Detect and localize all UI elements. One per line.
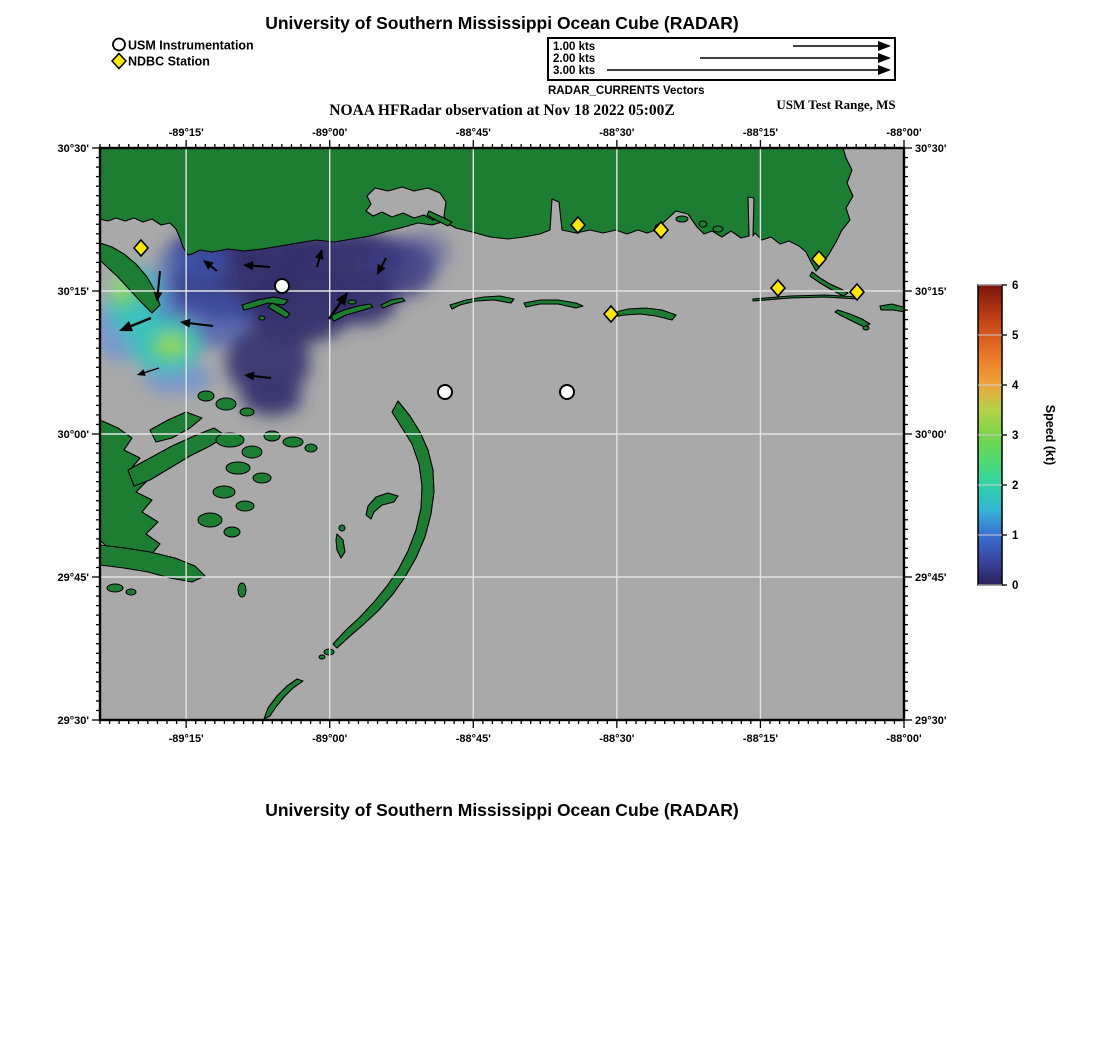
colorbar (978, 280, 1019, 592)
islet-10 (224, 527, 240, 537)
islet-12 (198, 391, 214, 401)
lon-label-top: -88°45' (455, 127, 491, 139)
figure-title-bottom: University of Southern Mississippi Ocean Cube (RADAR) (265, 800, 739, 820)
lat-label-left: 29°30' (57, 715, 89, 727)
lat-label-left: 30°30' (57, 143, 89, 155)
islet-17 (339, 525, 345, 531)
islet-0 (216, 433, 244, 447)
islet-11 (216, 398, 236, 410)
lat-label-right: 29°30' (915, 715, 947, 727)
islet-20 (319, 655, 325, 659)
vector-scale-1kt-label: 1.00 kts (553, 41, 596, 53)
islet-6 (253, 473, 271, 483)
map-area (92, 148, 905, 720)
figure-subtitle: NOAA HFRadar observation at Nov 18 2022 05:00Z (329, 102, 675, 119)
islet-4 (305, 444, 317, 452)
lat-label-right: 29°45' (915, 572, 947, 584)
islet-22 (676, 216, 688, 222)
islet-23 (699, 221, 707, 227)
lat-label-right: 30°30' (915, 143, 947, 155)
islet-9 (198, 513, 222, 527)
islet-26 (863, 326, 869, 330)
colorbar-tick-label: 5 (1012, 330, 1019, 342)
legend-usm-label: USM Instrumentation (128, 38, 254, 53)
lon-label-bottom: -88°30' (599, 733, 635, 745)
range-label: USM Test Range, MS (776, 97, 896, 112)
lat-label-left: 29°45' (57, 572, 89, 584)
islet-1 (242, 446, 262, 458)
colorbar-tick-label: 1 (1012, 530, 1019, 542)
colorbar-tick-label: 2 (1012, 480, 1019, 492)
legend-ndbc-label: NDBC Station (128, 54, 210, 69)
lon-label-bottom: -88°45' (455, 733, 491, 745)
lon-label-bottom: -89°00' (312, 733, 348, 745)
colorbar-tick-label: 6 (1012, 280, 1019, 292)
colorbar-axis-label: Speed (kt) (1043, 404, 1057, 466)
colorbar-tick-label: 3 (1012, 430, 1019, 442)
lon-label-top: -89°00' (312, 127, 348, 139)
speed-blob-19 (163, 336, 181, 352)
vector-scale-3kt-label: 3.00 kts (553, 65, 596, 77)
islet-7 (213, 486, 235, 498)
islet-14 (107, 584, 123, 592)
islet-16 (238, 583, 246, 597)
lon-label-bottom: -88°15' (742, 733, 779, 745)
islet-25 (348, 300, 356, 304)
usm-station-marker-2 (560, 385, 574, 399)
lon-label-bottom: -88°00' (886, 733, 922, 745)
islet-19 (324, 649, 334, 655)
usm-circle-icon (113, 39, 125, 51)
islet-2 (264, 431, 280, 441)
lat-label-right: 30°15' (915, 286, 947, 298)
lon-label-top: -88°30' (599, 127, 635, 139)
figure-title-top: University of Southern Mississippi Ocean Cube (RADAR) (265, 13, 739, 33)
usm-station-marker-0 (275, 279, 289, 293)
vector-scale-2kt-label: 2.00 kts (553, 53, 596, 65)
colorbar-tick-label: 0 (1012, 580, 1019, 592)
vector-scale-caption: RADAR_CURRENTS Vectors (548, 85, 705, 97)
islet-8 (236, 501, 254, 511)
islet-13 (240, 408, 254, 416)
lon-label-top: -88°15' (742, 127, 779, 139)
lat-label-left: 30°15' (57, 286, 89, 298)
lat-label-right: 30°00' (915, 429, 947, 441)
lon-label-top: -89°15' (168, 127, 204, 139)
islet-24 (713, 226, 723, 232)
map-graphics (57, 38, 1020, 745)
islet-15 (126, 589, 136, 595)
islet-5 (226, 462, 250, 474)
lat-label-left: 30°00' (57, 429, 89, 441)
lon-label-bottom: -89°15' (168, 733, 204, 745)
usm-station-marker-1 (438, 385, 452, 399)
islet-3 (283, 437, 303, 447)
speed-blob-8 (400, 232, 450, 272)
vector-scale-box (548, 38, 895, 80)
colorbar-tick-label: 4 (1012, 380, 1019, 392)
lon-label-top: -88°00' (886, 127, 922, 139)
ndbc-diamond-icon (112, 54, 126, 69)
islet-18 (259, 316, 265, 320)
